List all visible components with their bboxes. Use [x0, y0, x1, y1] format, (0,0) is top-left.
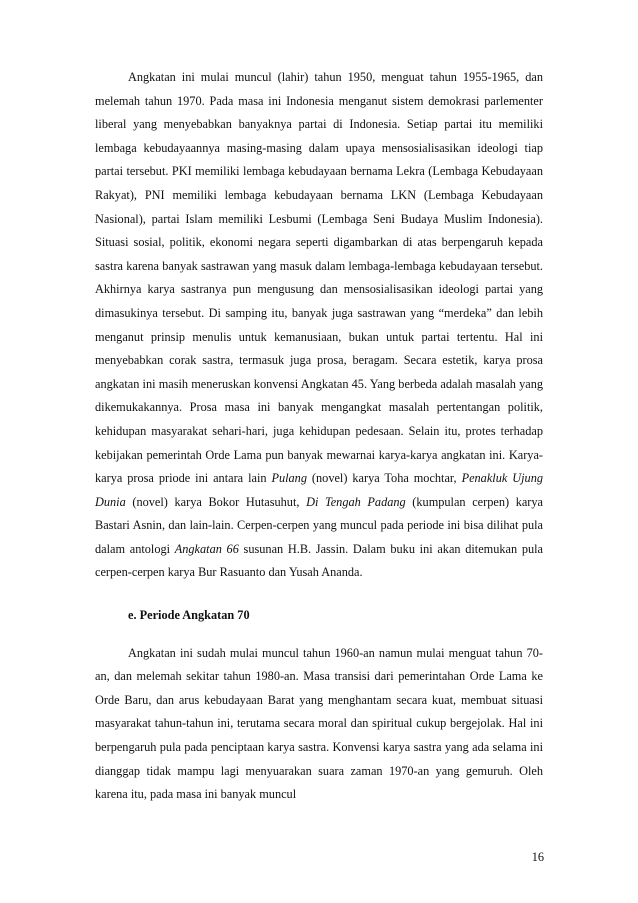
- title-angkatan-66: Angkatan 66: [174, 541, 239, 556]
- title-penakluk-ujung-dunia: Penakluk Ujung Dunia: [95, 471, 543, 509]
- paragraph-angkatan-70: Angkatan ini sudah mulai muncul tahun 1960-an namun mulai menguat tahun 70-an, dan melemah sekitar tahun 1980-an. Masa transisi dari pemerintahan Orde Lama ke Orde Baru, dan arus kebudayaan Barat yang menghantam secara kuat, membuat situasi masyarakat tahun-tahun ini, terutama secara moral dan spiritual cukup bergejolak. Hal ini berpengaruh pula pada penciptaan karya sastra. Konvensi karya sastra yang ada selama ini dianggap tidak mampu lagi menyuarakan suara zaman 1970-an yang gemuruh. Oleh karena itu, pada masa ini banyak muncul: [95, 645, 543, 802]
- paragraph-angkatan-66: [95, 66, 543, 585]
- page-number: 16: [531, 850, 544, 864]
- title-di-tengah-padang: Di Tengah Padang: [306, 494, 406, 509]
- paragraph-text: susunan H.B. Jassin. Dalam buku ini akan ditemukan pula cerpen-cerpen karya Bur Rasuanto dan Yusah Ananda.: [95, 541, 544, 580]
- page-content: [95, 66, 543, 807]
- title-pulang: Pulang: [271, 471, 307, 486]
- paragraph-text: (novel) karya Toha mochtar,: [306, 471, 462, 486]
- section-heading: e. Periode Angkatan 70: [128, 608, 250, 623]
- paragraph-text: Angkatan ini mulai muncul (lahir) tahun 1950, menguat tahun 1955-1965, dan melemah tahun 1970. Pada masa ini Indonesia menganut sistem demokrasi parlementer liberal yang menyebabkan banyaknya partai di Indonesia. Setiap partai itu memiliki lembaga kebudayaannya masing-masing dalam upaya mensosialisasikan ideologi tiap partai tersebut. PKI memiliki lembaga kebudayaan bernama Lekra (Lembaga Kebudayaan Rakyat), PNI memiliki lembaga kebudayaan bernama LKN (Lembaga Kebudayaan Nasional), partai Islam memiliki Lesbumi (Lembaga Seni Budaya Muslim Indonesia). Situasi sosial, politik, ekonomi negara seperti digambarkan di atas berpengaruh kepada sastra karena banyak sastrawan yang masuk dalam lembaga-lembaga kebudayaan tersebut. Akhirnya karya sastranya pun mengusung dan mensosialisasikan ideologi partai yang dimasukinya tersebut. Di samping itu, banyak juga sastrawan yang “merdeka” dan lebih menganut prinsip menulis untuk kemanusiaan, bukan untuk partai tertentu. Hal ini menyebabkan corak sastra, termasuk juga prosa, beragam. Secara estetik, karya prosa angkatan ini masih meneruskan konvensi Angkatan 45. Yang berbeda adalah masalah yang dikemukakannya. Prosa masa ini banyak mengangkat masalah pertentangan politik, kehidupan masyarakat sehari-hari, juga kehidupan pedesaan. Selain itu, protes terhadap kebijakan pemerintah Orde Lama pun banyak mewarnai karya-karya angkatan ini. Karya-karya prosa priode ini antara lain: [95, 70, 543, 486]
- paragraph-text: (novel) karya Bokor Hutasuhut,: [125, 494, 307, 509]
- paragraph-text: (kumpulan cerpen) karya Bastari Asnin, dan lain-lain. Cerpen-cerpen yang muncul pada periode ini bisa dilihat pula dalam antologi: [95, 494, 544, 556]
